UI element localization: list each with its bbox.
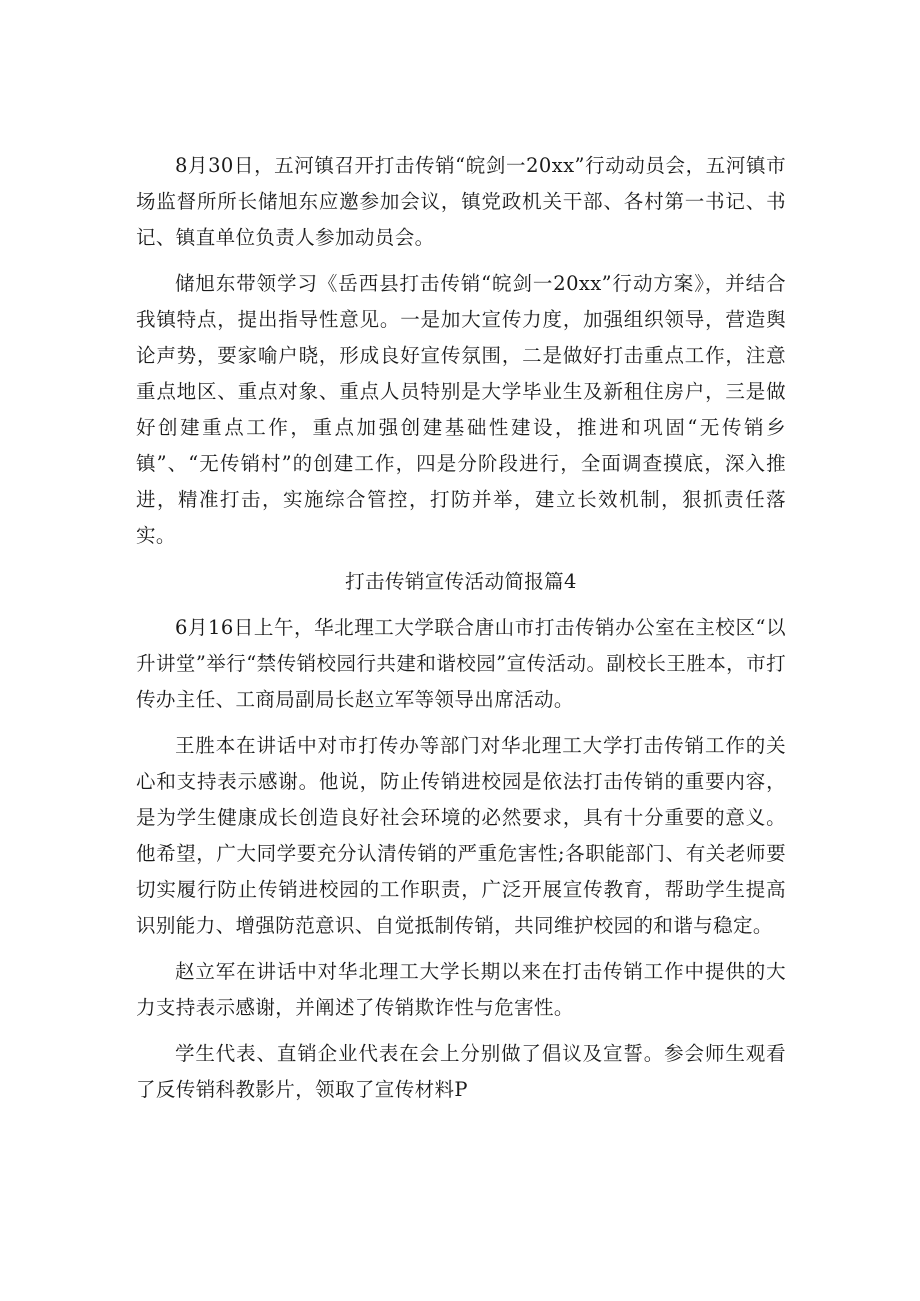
paragraph-director-speech: 赵立军在讲话中对华北理工大学长期以来在打击传销工作中提供的大力支持表示感谢，并阐述了传销欺诈性与危害性。 xyxy=(136,960,786,1019)
paragraph-campus-event: 6月16日上午，华北理工大学联合唐山市打击传销办公室在主校区“以升讲堂”举行“禁传销校园行共建和谐校园”宣传活动。副校长王胜本，市打传办主任、工商局副局长赵立军等领导出席活动。 xyxy=(136,616,786,711)
paragraph-gap xyxy=(136,600,786,610)
paragraph-gap xyxy=(136,256,786,266)
paragraph-gap xyxy=(136,944,786,954)
section-title: 打击传销宣传活动简报篇4 xyxy=(345,570,577,593)
paragraph-gap xyxy=(136,718,786,728)
paragraph-mobilization-meeting: 8月30日，五河镇召开打击传销“皖剑一20xx”行动动员会，五河镇市场监督所所长储旭东应邀参加会议，镇党政机关干部、各村第一书记、书记、镇直单位负责人参加动员会。 xyxy=(136,154,786,249)
paragraph-vice-president-speech: 王胜本在讲话中对市打传办等部门对华北理工大学打击传销工作的关心和支持表示感谢。他说，防止传销进校园是依法打击传销的重要内容，是为学生健康成长创造良好社会环境的必然要求，具有十分重要的意义。他希望，广大同学要充分认清传销的严重危害性;各职能部门、有关老师要切实履行防止传销进校园的工作职责，广泛开展宣传教育，帮助学生提高识别能力、增强防范意识、自觉抵制传销，共同维护校园的和谐与稳定。 xyxy=(136,734,786,937)
paragraph-student-pledge: 学生代表、直销企业代表在会上分别做了倡议及宣誓。参会师生观看了反传销科教影片，领取了宣传材料P xyxy=(136,1042,786,1101)
paragraph-gap xyxy=(136,1026,786,1036)
paragraph-action-plan: 储旭东带领学习《岳西县打击传销“皖剑一20xx”行动方案》，并结合我镇特点，提出指导性意见。一是加大宣传力度，加强组织领导，营造舆论声势，要家喻户晓，形成良好宣传氛围，二是做好打击重点工作，注意重点地区、重点对象、重点人员特别是大学毕业生及新租住房户，三是做好创建重点工作，重点加强创建基础性建设，推进和巩固“无传销乡镇”、“无传销村”的创建工作，四是分阶段进行，全面调查摸底，深入推进，精准打击，实施综合管控，打防并举，建立长效机制，狠抓责任落实。 xyxy=(136,272,786,547)
paragraph-gap xyxy=(136,554,786,564)
document-page xyxy=(136,148,786,1108)
